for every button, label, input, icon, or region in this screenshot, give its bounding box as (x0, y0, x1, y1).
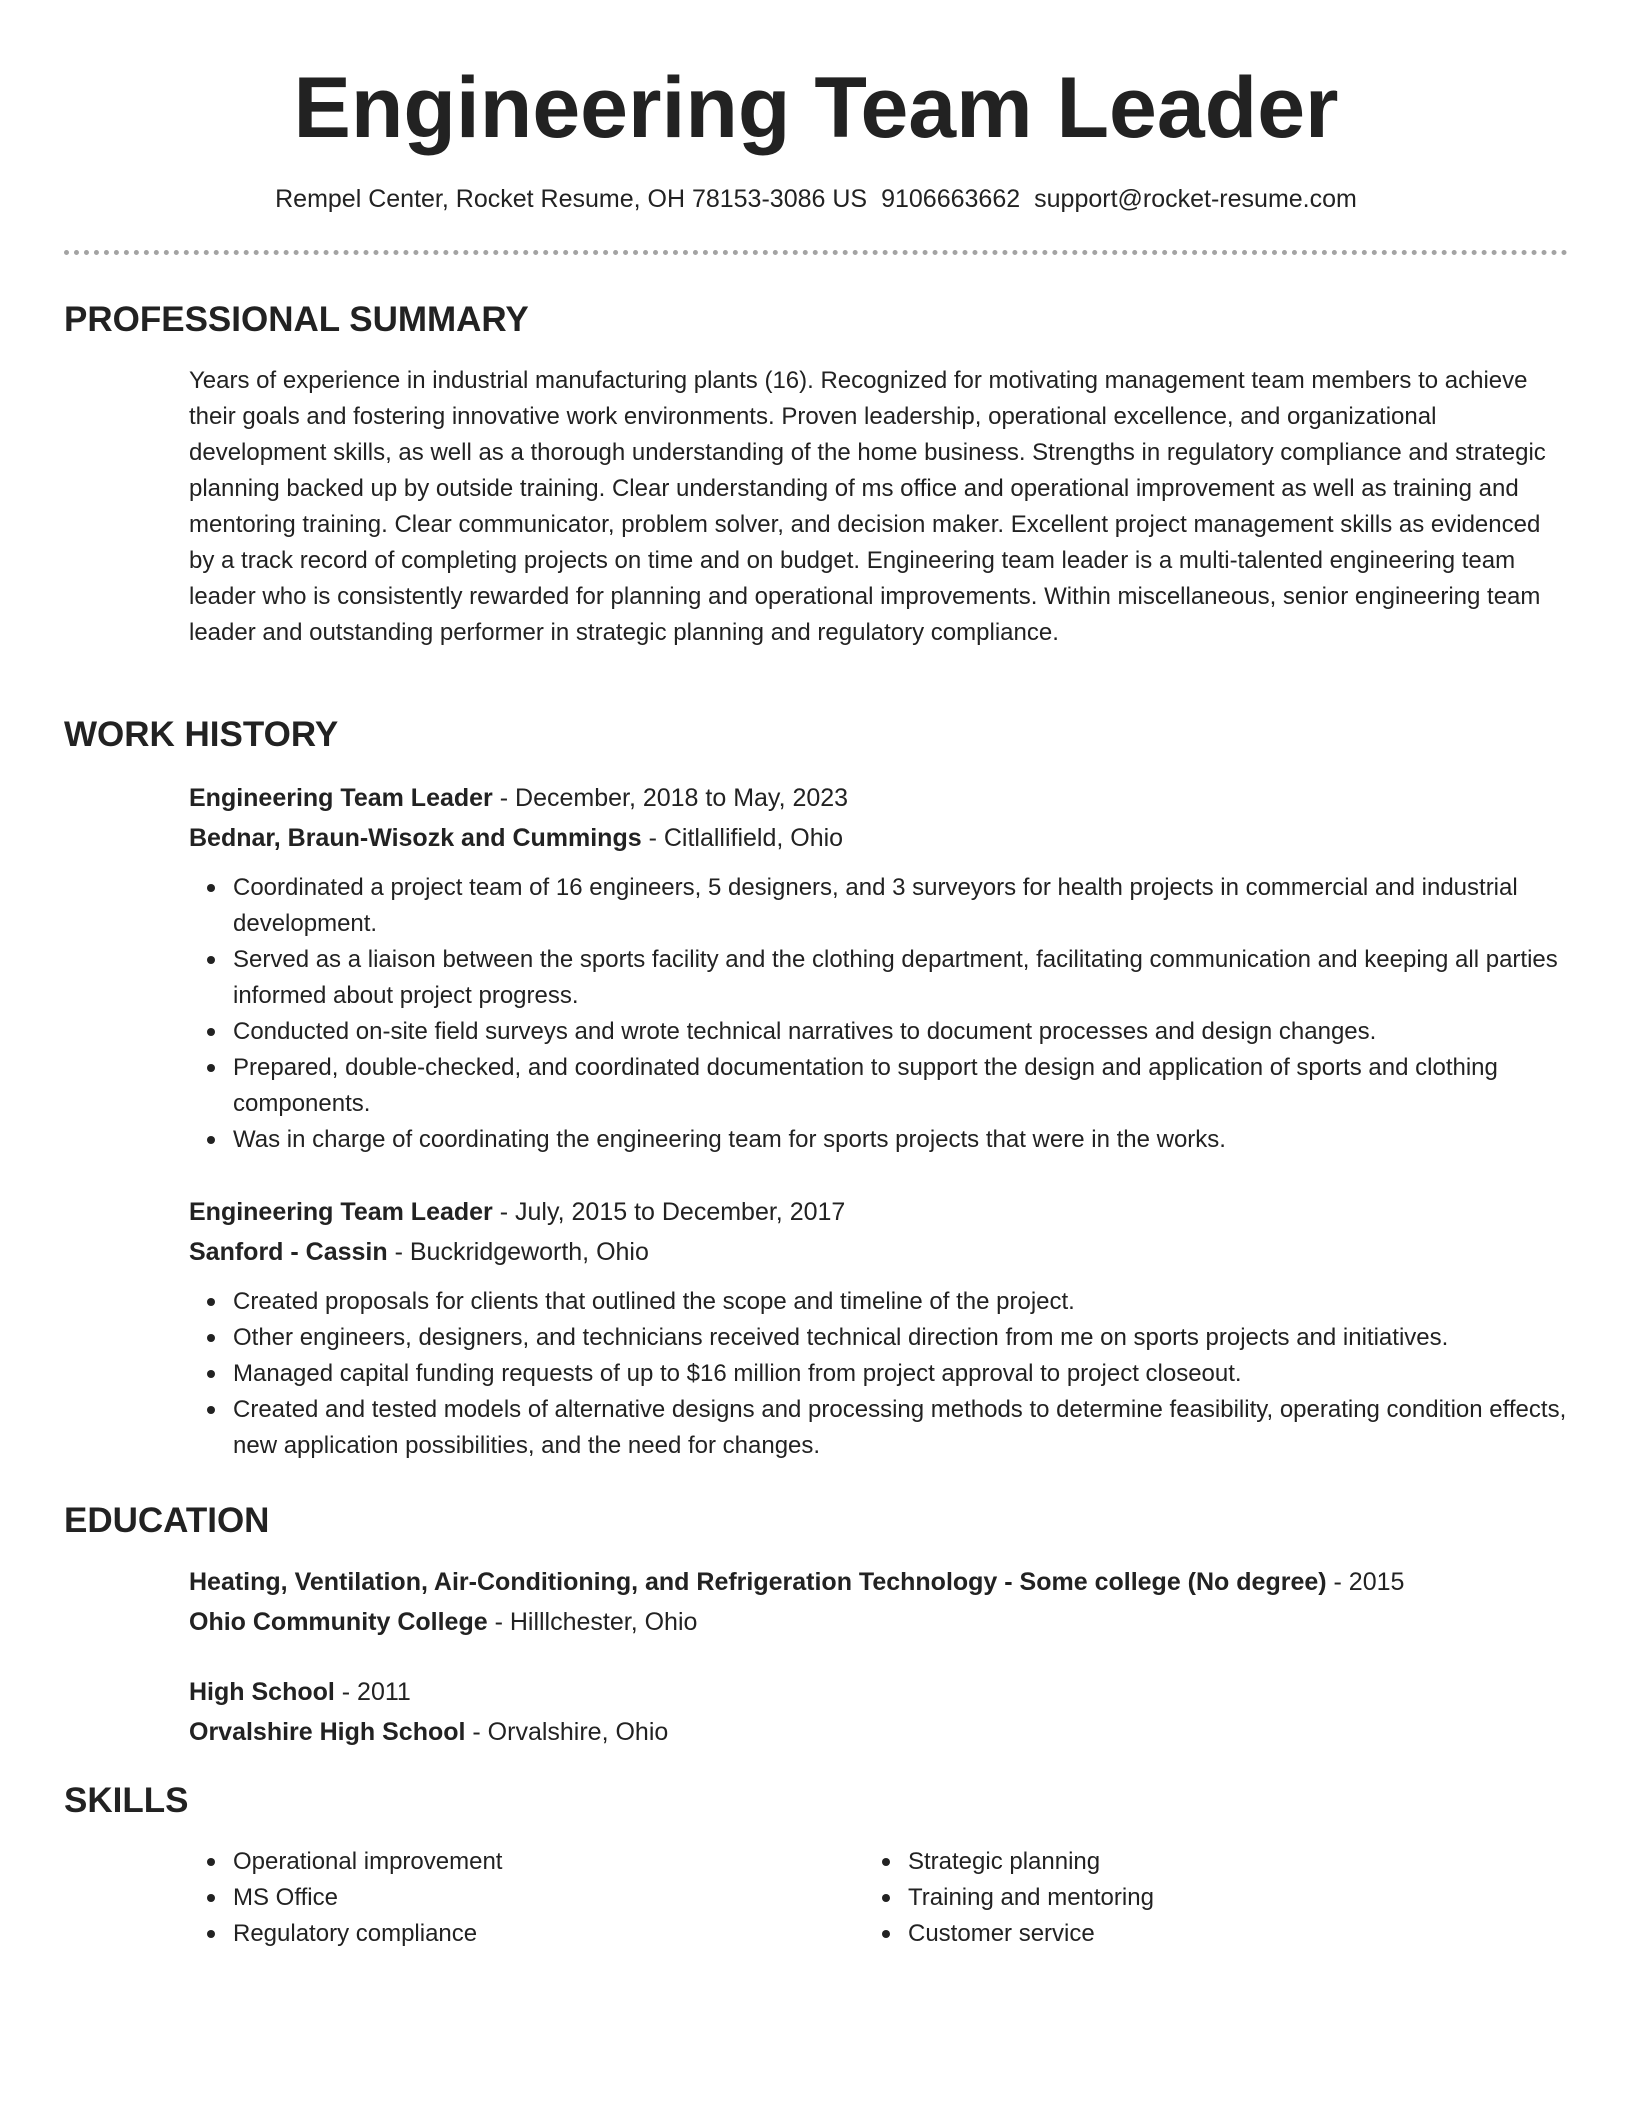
list-item: Created proposals for clients that outlined the scope and timeline of the project. (189, 1284, 1569, 1320)
job-role: Engineering Team Leader (189, 1198, 493, 1226)
skills-list (864, 1844, 1524, 1952)
skill-item: Regulatory compliance (189, 1916, 849, 1952)
list-item: Managed capital funding requests of up to $16 million from project approval to project closeout. (189, 1356, 1569, 1392)
education-entry (189, 1672, 1569, 1752)
job-bullets (189, 1284, 1569, 1464)
job-dates: - July, 2015 to December, 2017 (492, 1198, 846, 1226)
education-degree: High School (189, 1678, 335, 1706)
job-company-line (189, 818, 1569, 858)
education-school: Ohio Community College (189, 1608, 488, 1636)
contact-line (0, 182, 1632, 216)
list-item: Served as a liaison between the sports facility and the clothing department, facilitating communication and keeping all parties informed about project progress. (189, 942, 1569, 1014)
list-item: Created and tested models of alternative designs and processing methods to determine feasibility, operating condition effects, new application possibilities, and the need for changes. (189, 1392, 1569, 1464)
education-location: - Hilllchester, Ohio (487, 1608, 698, 1636)
skills-column-right (864, 1844, 1524, 1952)
resume-title: Engineering Team Leader (293, 60, 1339, 156)
job-location: - Citlallifield, Ohio (641, 824, 844, 852)
skill-item: Training and mentoring (864, 1880, 1524, 1916)
contact-phone: 9106663662 (881, 185, 1021, 213)
job-company: Sanford - Cassin (189, 1238, 388, 1266)
education-school-line (189, 1712, 1569, 1752)
job-title-line (189, 1192, 1569, 1232)
skill-item: Customer service (864, 1916, 1524, 1952)
skills-heading: SKILLS (64, 1781, 189, 1820)
job-location: - Buckridgeworth, Ohio (387, 1238, 649, 1266)
list-item: Was in charge of coordinating the engineering team for sports projects that were in the works. (189, 1122, 1569, 1158)
list-item: Prepared, double-checked, and coordinated documentation to support the design and application of sports and clothing components. (189, 1050, 1569, 1122)
skill-item: Operational improvement (189, 1844, 849, 1880)
work-history-heading: WORK HISTORY (64, 715, 339, 754)
job-title-line (189, 778, 1569, 818)
header-divider (64, 250, 1568, 255)
job-dates: - December, 2018 to May, 2023 (492, 784, 849, 812)
education-year: - 2015 (1326, 1568, 1405, 1596)
summary-heading: PROFESSIONAL SUMMARY (64, 300, 529, 339)
job-company-line (189, 1232, 1569, 1272)
job-bullets (189, 870, 1569, 1158)
skills-column-left (189, 1844, 849, 1952)
job-entry (189, 1192, 1569, 1464)
contact-address: Rempel Center, Rocket Resume, OH 78153-3086 US (275, 185, 868, 213)
education-school: Orvalshire High School (189, 1718, 466, 1746)
education-degree-line (189, 1562, 1569, 1602)
education-location: - Orvalshire, Ohio (465, 1718, 669, 1746)
education-year: - 2011 (334, 1678, 411, 1706)
summary-text: Years of experience in industrial manufacturing plants (16). Recognized for motivating management team members to achieve their goals and fostering innovative work environments. Proven leadership, operational excellence, and organizational development skills, as well as a thorough understanding of the home business. Strengths in regulatory compliance and strategic planning backed up by outside training. Clear understanding of ms office and operational improvement as well as training and mentoring training. Clear communicator, problem solver, and decision maker. Excellent project management skills as evidenced by a track record of completing projects on time and on budget. Engineering team leader is a multi-talented engineering team leader who is consistently rewarded for planning and operational improvements. Within miscellaneous, senior engineering team leader and outstanding performer in strategic planning and regulatory compliance. (189, 367, 1546, 646)
job-entry (189, 778, 1569, 1158)
skill-item: Strategic planning (864, 1844, 1524, 1880)
skills-list (189, 1844, 849, 1952)
education-entry (189, 1562, 1569, 1642)
list-item: Coordinated a project team of 16 engineers, 5 designers, and 3 surveyors for health projects in commercial and industrial development. (189, 870, 1569, 942)
job-role: Engineering Team Leader (189, 784, 493, 812)
contact-email: support@rocket-resume.com (1034, 185, 1357, 213)
education-degree: Heating, Ventilation, Air-Conditioning, and Refrigeration Technology - Some college (No degree) (189, 1568, 1327, 1596)
education-school-line (189, 1602, 1569, 1642)
education-degree-line (189, 1672, 1569, 1712)
list-item: Conducted on-site field surveys and wrote technical narratives to document processes and design changes. (189, 1014, 1569, 1050)
job-company: Bednar, Braun-Wisozk and Cummings (189, 824, 642, 852)
education-heading: EDUCATION (64, 1501, 270, 1540)
skill-item: MS Office (189, 1880, 849, 1916)
list-item: Other engineers, designers, and technicians received technical direction from me on sports projects and initiatives. (189, 1320, 1569, 1356)
